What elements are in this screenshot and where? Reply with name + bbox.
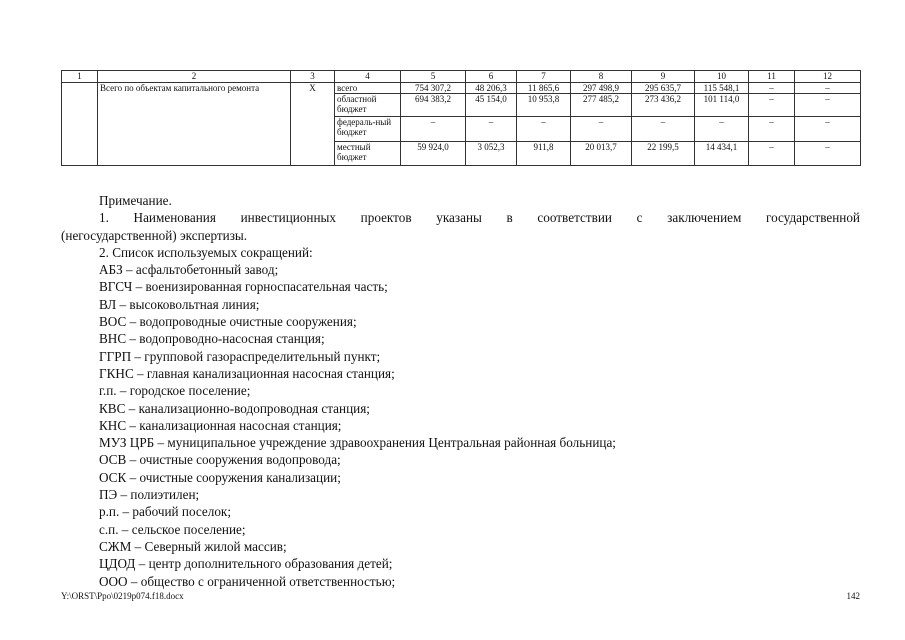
value-cell: 277 485,2 — [571, 94, 632, 117]
column-header: 8 — [571, 71, 632, 83]
column-header: 12 — [795, 71, 861, 83]
value-cell: 22 199,5 — [632, 142, 695, 166]
list-item: ВНС – водопроводно-насосная станция; — [99, 331, 325, 347]
footer-file-path: Y:\ORST\Ppo\0219p074.f18.docx — [61, 591, 184, 601]
list-item: КНС – канализационная насосная станция; — [99, 417, 342, 433]
value-cell: – — [695, 117, 749, 142]
value-cell: 115 548,1 — [695, 83, 749, 94]
list-item: ГГРП – групповой газораспределительный пункт; — [99, 348, 381, 364]
value-cell: 754 307,2 — [401, 83, 466, 94]
value-cell: 101 114,0 — [695, 94, 749, 117]
list-item: МУЗ ЦРБ – муниципальное учреждение здравоохранения Центральная районная больница; — [99, 435, 616, 451]
value-cell: – — [795, 142, 861, 166]
list-item: ВОС – водопроводные очистные сооружения; — [99, 314, 357, 330]
list-item: ПЭ – полиэтилен; — [99, 487, 200, 503]
column-header: 3 — [291, 71, 335, 83]
value-cell: – — [466, 117, 517, 142]
funding-source-cell: федераль-ный бюджет — [335, 117, 401, 142]
value-cell: 3 052,3 — [466, 142, 517, 166]
column-header: 1 — [62, 71, 98, 83]
note-item-2: 2. Список используемых сокращений: — [99, 244, 313, 260]
row-number-cell — [62, 83, 98, 166]
budget-table — [61, 70, 861, 166]
value-cell: – — [571, 117, 632, 142]
list-item: г.п. – городское поселение; — [99, 383, 251, 399]
value-cell: 297 498,9 — [571, 83, 632, 94]
value-cell: 14 434,1 — [695, 142, 749, 166]
table-row — [62, 83, 861, 94]
abbreviation-list — [61, 261, 860, 590]
value-cell: 295 635,7 — [632, 83, 695, 94]
funding-source-cell: всего — [335, 83, 401, 94]
value-cell: – — [632, 117, 695, 142]
list-item: ВЛ – высоковольтная линия; — [99, 296, 260, 312]
note-item-1-line-1: 1. Наименования инвестиционных проектов указаны в соответствии с заключением государственной — [99, 210, 860, 226]
value-cell: 10 953,8 — [517, 94, 571, 117]
value-cell: – — [749, 142, 795, 166]
value-cell: – — [749, 94, 795, 117]
column-header: 6 — [466, 71, 517, 83]
column-header: 2 — [98, 71, 291, 83]
value-cell: 694 383,2 — [401, 94, 466, 117]
list-item: ВГСЧ – военизированная горноспасательная часть; — [99, 279, 388, 295]
list-item: КВС – канализационно-водопроводная станция; — [99, 400, 370, 416]
page-number: 142 — [846, 591, 860, 601]
value-cell: – — [517, 117, 571, 142]
column-header: 10 — [695, 71, 749, 83]
value-cell: 48 206,3 — [466, 83, 517, 94]
notes-title: Примечание. — [99, 193, 172, 208]
value-cell: – — [795, 117, 861, 142]
notes-section — [61, 192, 860, 590]
list-item: ЦДОД – центр дополнительного образования детей; — [99, 556, 393, 572]
value-cell: 273 436,2 — [632, 94, 695, 117]
column-header: 5 — [401, 71, 466, 83]
value-cell: – — [795, 83, 861, 94]
value-cell: 911,8 — [517, 142, 571, 166]
value-cell: – — [749, 117, 795, 142]
value-cell: – — [401, 117, 466, 142]
column-header: 7 — [517, 71, 571, 83]
value-cell: – — [795, 94, 861, 117]
value-cell: 59 924,0 — [401, 142, 466, 166]
column-header: 11 — [749, 71, 795, 83]
list-item: ГКНС – главная канализационная насосная станция; — [99, 365, 395, 381]
list-item: ООО – общество с ограниченной ответственностью; — [99, 573, 396, 589]
funding-source-cell: местный бюджет — [335, 142, 401, 166]
value-cell: 20 013,7 — [571, 142, 632, 166]
funding-source-cell: областной бюджет — [335, 94, 401, 117]
column-header: 9 — [632, 71, 695, 83]
list-item: с.п. – сельское поселение; — [99, 521, 246, 537]
list-item: СЖМ – Северный жилой массив; — [99, 538, 287, 554]
list-item: ОСК – очистные сооружения канализации; — [99, 469, 341, 485]
list-item: ОСВ – очистные сооружения водопровода; — [99, 452, 341, 468]
value-cell: 11 865,6 — [517, 83, 571, 94]
note-item-1-line-2: (негосударственной) экспертизы. — [61, 227, 248, 243]
value-cell: 45 154,0 — [466, 94, 517, 117]
list-item: АБЗ – асфальтобетонный завод; — [99, 262, 279, 278]
value-cell: – — [749, 83, 795, 94]
table-header-row — [62, 71, 861, 83]
object-name-cell: Всего по объектам капитального ремонта — [98, 83, 291, 166]
column-header: 4 — [335, 71, 401, 83]
col3-cell: Х — [291, 83, 335, 166]
list-item: р.п. – рабочий поселок; — [99, 504, 231, 520]
